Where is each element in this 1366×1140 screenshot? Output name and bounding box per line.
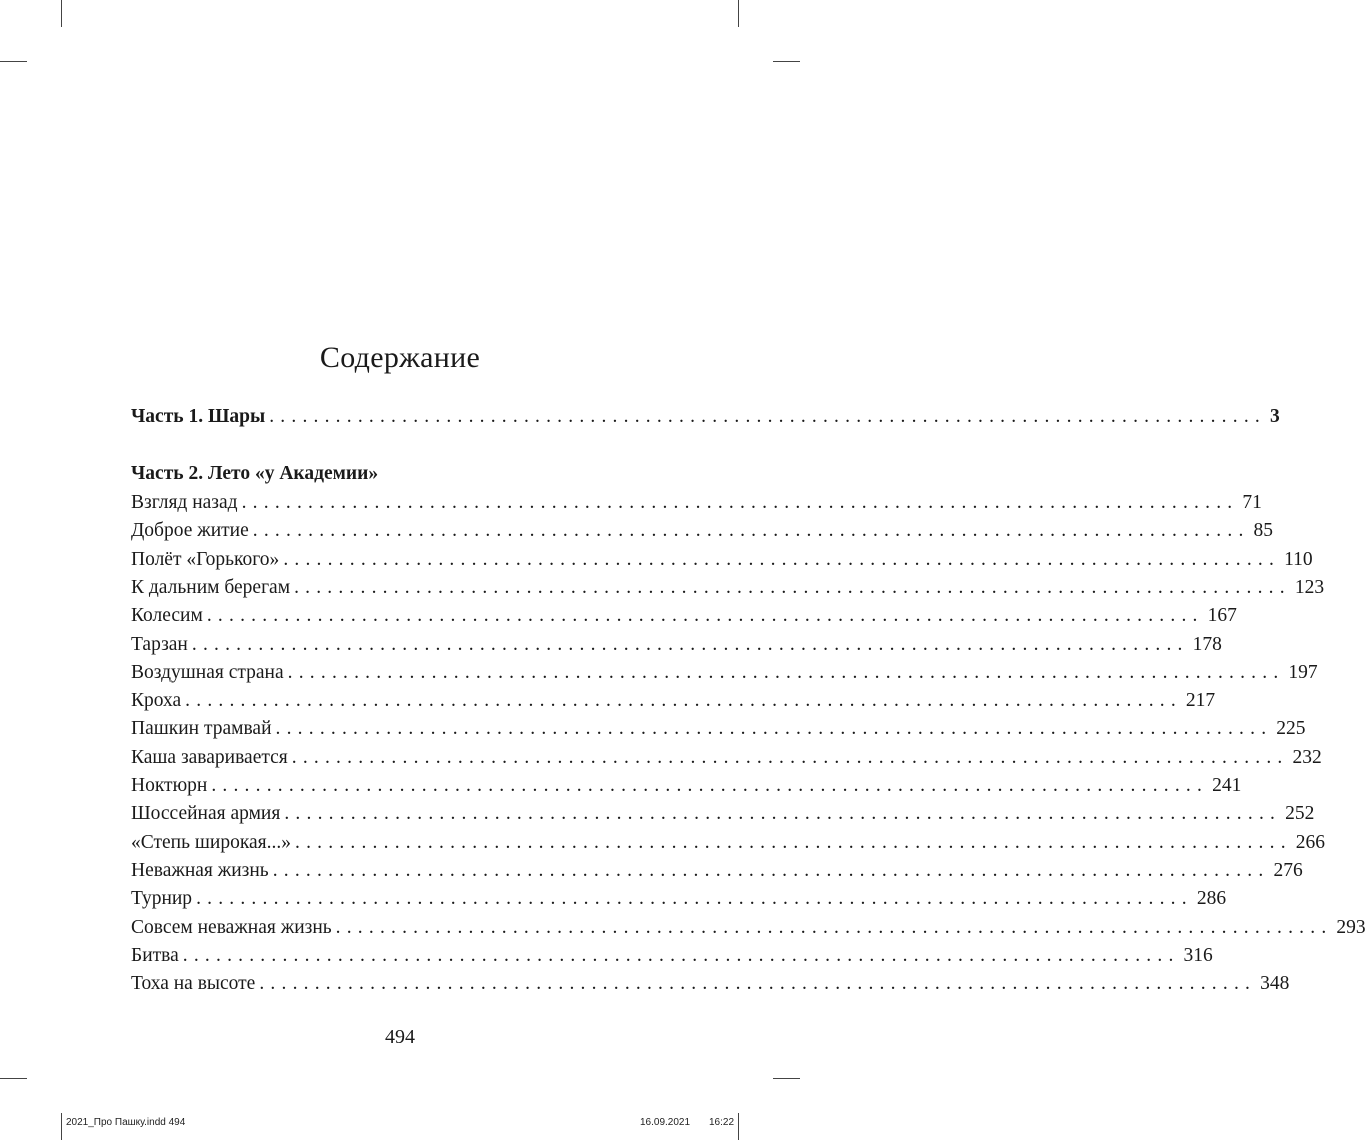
toc-entry-page: 178: [1192, 633, 1222, 655]
toc-entry-row[interactable]: [131, 970, 1290, 998]
crop-mark-bottom-left: [61, 1113, 62, 1140]
toc-entry-page: 232: [1292, 746, 1322, 768]
toc-entry-label: Тоха на высоте: [131, 973, 256, 995]
toc-entry-label: Пашкин трамвай: [131, 718, 272, 740]
slug-date: 16.09.2021: [640, 1117, 691, 1128]
toc-entry-page: 293: [1336, 916, 1366, 938]
toc-entry-page: 266: [1295, 831, 1326, 853]
toc-entry-page: 167: [1207, 605, 1237, 627]
dot-leader: ..........................................................................................: [294, 576, 1291, 598]
dot-leader: ..........................................................................................: [206, 605, 1204, 627]
toc-entry-label: Взгляд назад: [131, 492, 238, 513]
slug-file-name: 2021_Про Пашку.indd 494: [66, 1117, 186, 1128]
toc-entry-row[interactable]: [131, 574, 1325, 602]
toc-entry-label: Тарзан: [131, 633, 188, 655]
toc-entry-row[interactable]: [131, 631, 1222, 659]
toc-entry-row[interactable]: [131, 942, 1213, 970]
dot-leader: ..........................................................................................: [287, 661, 1285, 683]
toc-entry-row[interactable]: [131, 602, 1237, 630]
toc-entry-label: Кроха: [131, 690, 182, 712]
toc-entry-row[interactable]: [131, 857, 1303, 885]
dot-leader: ..........................................................................................: [211, 775, 1209, 796]
toc-entry-label: Совсем неважная жизнь: [131, 916, 332, 938]
toc-entry-page: 276: [1273, 859, 1303, 881]
toc-entry-page: 316: [1183, 944, 1213, 966]
dot-leader: ..........................................................................................: [241, 492, 1239, 513]
toc-entry-label: Турнир: [131, 888, 193, 910]
dot-leader: ..........................................................................................: [252, 520, 1250, 542]
toc-entry-row[interactable]: [131, 659, 1318, 687]
toc-entry-row[interactable]: [131, 517, 1274, 545]
toc-entry-page: 197: [1288, 661, 1318, 683]
toc-entry-label: Полёт «Горького»: [131, 548, 280, 570]
toc-entry-row[interactable]: [131, 772, 1242, 800]
toc-part2-heading: Часть 2. Лето «у Академии»: [131, 463, 379, 484]
dot-leader: ..........................................................................................: [196, 888, 1193, 910]
toc-entry-row[interactable]: [131, 914, 1366, 942]
dot-leader: ..........................................................................................: [335, 916, 1333, 938]
dot-leader: ..........................................................................................: [291, 746, 1289, 768]
slug-time: 16:22: [709, 1117, 735, 1128]
toc-entry-label: Каша заваривается: [131, 746, 288, 768]
toc-entry-row[interactable]: [131, 800, 1315, 828]
toc-entry-label: «Степь широкая...»: [131, 831, 292, 853]
dot-leader: ..........................................................................................: [272, 859, 1270, 881]
toc-entry-label: К дальним берегам: [131, 576, 291, 598]
toc-entry-label: Колесим: [131, 605, 203, 627]
toc-entry-row[interactable]: [131, 489, 1262, 517]
toc-entry-row[interactable]: [131, 715, 1306, 743]
crop-mark-left-bottom: [0, 1078, 27, 1079]
dot-leader: ..........................................................................................: [259, 973, 1257, 995]
dot-leader: ..........................................................................................: [275, 718, 1273, 740]
toc-entry-page: 225: [1276, 718, 1306, 740]
dot-leader: ..........................................................................................: [283, 548, 1281, 570]
toc-entry-label: Воздушная страна: [131, 661, 284, 683]
dot-leader: ..........................................................................................: [284, 803, 1282, 825]
toc-entry-row[interactable]: [131, 546, 1313, 574]
toc-part1-row[interactable]: [131, 403, 1280, 431]
page-number: 494: [385, 1026, 415, 1048]
toc-part1-label: Часть 1. Шары: [131, 406, 266, 427]
crop-mark-right-bottom: [773, 1078, 800, 1079]
crop-mark-top-right: [738, 0, 739, 27]
toc-entry-label: Доброе житие: [131, 520, 249, 542]
crop-mark-bottom-right: [738, 1113, 739, 1140]
toc-title: Содержание: [319, 341, 481, 374]
toc-entry-row[interactable]: [131, 885, 1227, 913]
toc-entry-label: Шоссейная армия: [131, 803, 281, 825]
toc-entry-page: 241: [1212, 775, 1242, 796]
toc-entry-page: 286: [1196, 888, 1227, 910]
toc-part1-page: 3: [1269, 406, 1280, 427]
crop-mark-top-left: [61, 0, 62, 27]
crop-mark-right-top: [773, 61, 800, 62]
toc-entry-page: 217: [1185, 690, 1216, 712]
toc-entry-label: Ноктюрн: [131, 775, 208, 796]
toc-entry-page: 71: [1242, 492, 1262, 513]
toc-entry-label: Битва: [131, 944, 179, 966]
toc-entry-row[interactable]: [131, 687, 1216, 715]
dot-leader: ..........................................................................................: [269, 406, 1266, 427]
dot-leader: ..........................................................................................: [295, 831, 1292, 853]
toc-entry-page: 110: [1284, 548, 1313, 570]
toc-entry-page: 252: [1285, 803, 1315, 825]
toc-entry-label: Неважная жизнь: [131, 859, 269, 881]
toc-entry-row[interactable]: [131, 744, 1322, 772]
crop-mark-left-top: [0, 61, 27, 62]
toc-entry-page: 123: [1294, 576, 1325, 598]
dot-leader: ..........................................................................................: [182, 944, 1180, 966]
dot-leader: ..........................................................................................: [191, 633, 1189, 655]
dot-leader: ..........................................................................................: [185, 690, 1182, 712]
toc-entry-page: 348: [1260, 973, 1290, 995]
toc-entry-page: 85: [1253, 520, 1274, 542]
toc-entry-row[interactable]: [131, 829, 1326, 857]
